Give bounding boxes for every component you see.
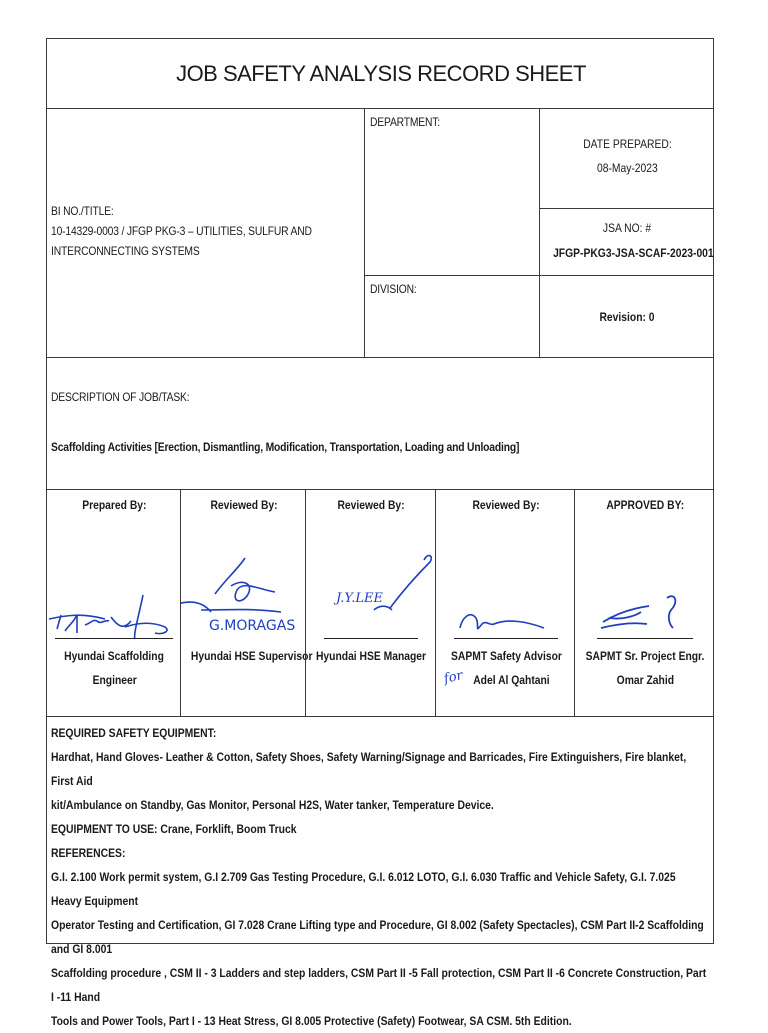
jsa-cell (539, 208, 714, 276)
signature-mark-1 (47, 575, 182, 645)
for-annotation: for (442, 668, 465, 687)
signature-heading: Prepared By: (82, 498, 147, 512)
bi-value-line2: INTERCONNECTING SYSTEMS (51, 244, 200, 258)
description-value: Scaffolding Activities [Erection, Dismantling, Modification, Transportation, Loading and Unloading] (51, 440, 520, 454)
signature-heading: Reviewed By: (210, 498, 278, 512)
signer-role: Hyundai HSE Manager (316, 649, 427, 663)
page-title: JOB SAFETY ANALYSIS RECORD SHEET (176, 61, 586, 86)
reference-line3: Scaffolding procedure , CSM II - 3 Ladders and step ladders, CSM Part II -5 Fall protection, CSM Part II -6 Concrete Construction, Part I -11 Hand (51, 966, 707, 1004)
division-label: DIVISION: (370, 282, 417, 296)
signature-line (597, 638, 693, 639)
jsa-sheet (46, 38, 714, 1028)
signature-text: G.MORAGAS (209, 618, 296, 634)
signer-role: Hyundai HSE Supervisor (190, 649, 313, 663)
reference-line4: Tools and Power Tools, Part I - 13 Heat Stress, GI 8.005 Protective (Safety) Footwear, SA CSM. 5th Edition. (51, 1014, 572, 1028)
signature-heading: Reviewed By: (472, 498, 540, 512)
signer-role-2: Engineer (92, 673, 137, 687)
signature-col-5 (574, 489, 714, 717)
department-cell (364, 108, 540, 276)
signature-col-2 (180, 489, 313, 717)
equipment-to-use: EQUIPMENT TO USE: Crane, Forklift, Boom Truck (51, 822, 297, 836)
description-label: DESCRIPTION OF JOB/TASK: (51, 390, 190, 404)
signature-col-4 (435, 489, 575, 717)
signature-line (55, 638, 173, 639)
signature-mark-3 (306, 548, 437, 638)
signature-heading: Reviewed By: (337, 498, 406, 512)
signature-text: J.Y.LEE (336, 591, 383, 606)
date-label: DATE PREPARED: (583, 137, 672, 151)
date-cell (539, 108, 714, 209)
signer-role: SAPMT Sr. Project Engr. (585, 649, 705, 663)
equipment-label: REQUIRED SAFETY EQUIPMENT: (51, 726, 217, 740)
title-row (46, 38, 714, 109)
signature-line (324, 638, 418, 639)
equipment-line1: Hardhat, Hand Gloves- Leather & Cotton, Safety Shoes, Safety Warning/Signage and Barricades, Fire Extinguishers, Fire blanket, First Aid (51, 750, 687, 788)
signer-name: Omar Zahid (616, 673, 674, 687)
signature-line (454, 638, 558, 639)
signer-name: Adel Al Qahtani (472, 673, 550, 687)
reference-line1: G.I. 2.100 Work permit system, G.I 2.709 Gas Testing Procedure, G.I. 6.012 LOTO, G.I. 6.030 Traffic and Vehicle Safety, G.I. 7.025 Heavy Equipment (51, 870, 676, 908)
jsa-label: JSA NO: # (603, 221, 652, 235)
bi-label: BI NO./TITLE: (51, 204, 114, 218)
reference-line2: Operator Testing and Certification, GI 7.028 Crane Lifting type and Procedure, GI 8.002 (Safety Spectacles), CSM Part II-2 Scaffolding and GI 8.001 (51, 918, 704, 956)
revision-value: Revision: 0 (599, 310, 656, 324)
description-cell (46, 357, 714, 490)
signer-role: SAPMT Safety Advisor (450, 649, 562, 663)
references-label: REFERENCES: (51, 846, 126, 860)
equipment-text (51, 721, 708, 1033)
signature-col-3 (305, 489, 436, 717)
division-cell (364, 275, 540, 358)
signer-role: Hyundai Scaffolding (64, 649, 165, 663)
date-value: 08-May-2023 (597, 161, 658, 175)
signature-col-1 (46, 489, 181, 717)
department-label: DEPARTMENT: (370, 115, 440, 129)
bi-cell (46, 108, 365, 358)
bi-value-line1: 10-14329-0003 / JFGP PKG-3 – UTILITIES, SULFUR AND (51, 224, 312, 238)
equipment-cell (46, 716, 714, 1028)
signature-heading: APPROVED BY: (606, 498, 684, 512)
jsa-value: JFGP-PKG3-JSA-SCAF-2023-001 (553, 246, 714, 260)
equipment-line2: kit/Ambulance on Standby, Gas Monitor, Personal H2S, Water tanker, Temperature Device. (51, 798, 494, 812)
revision-cell (539, 275, 714, 358)
signature-mark-2 (181, 550, 307, 640)
